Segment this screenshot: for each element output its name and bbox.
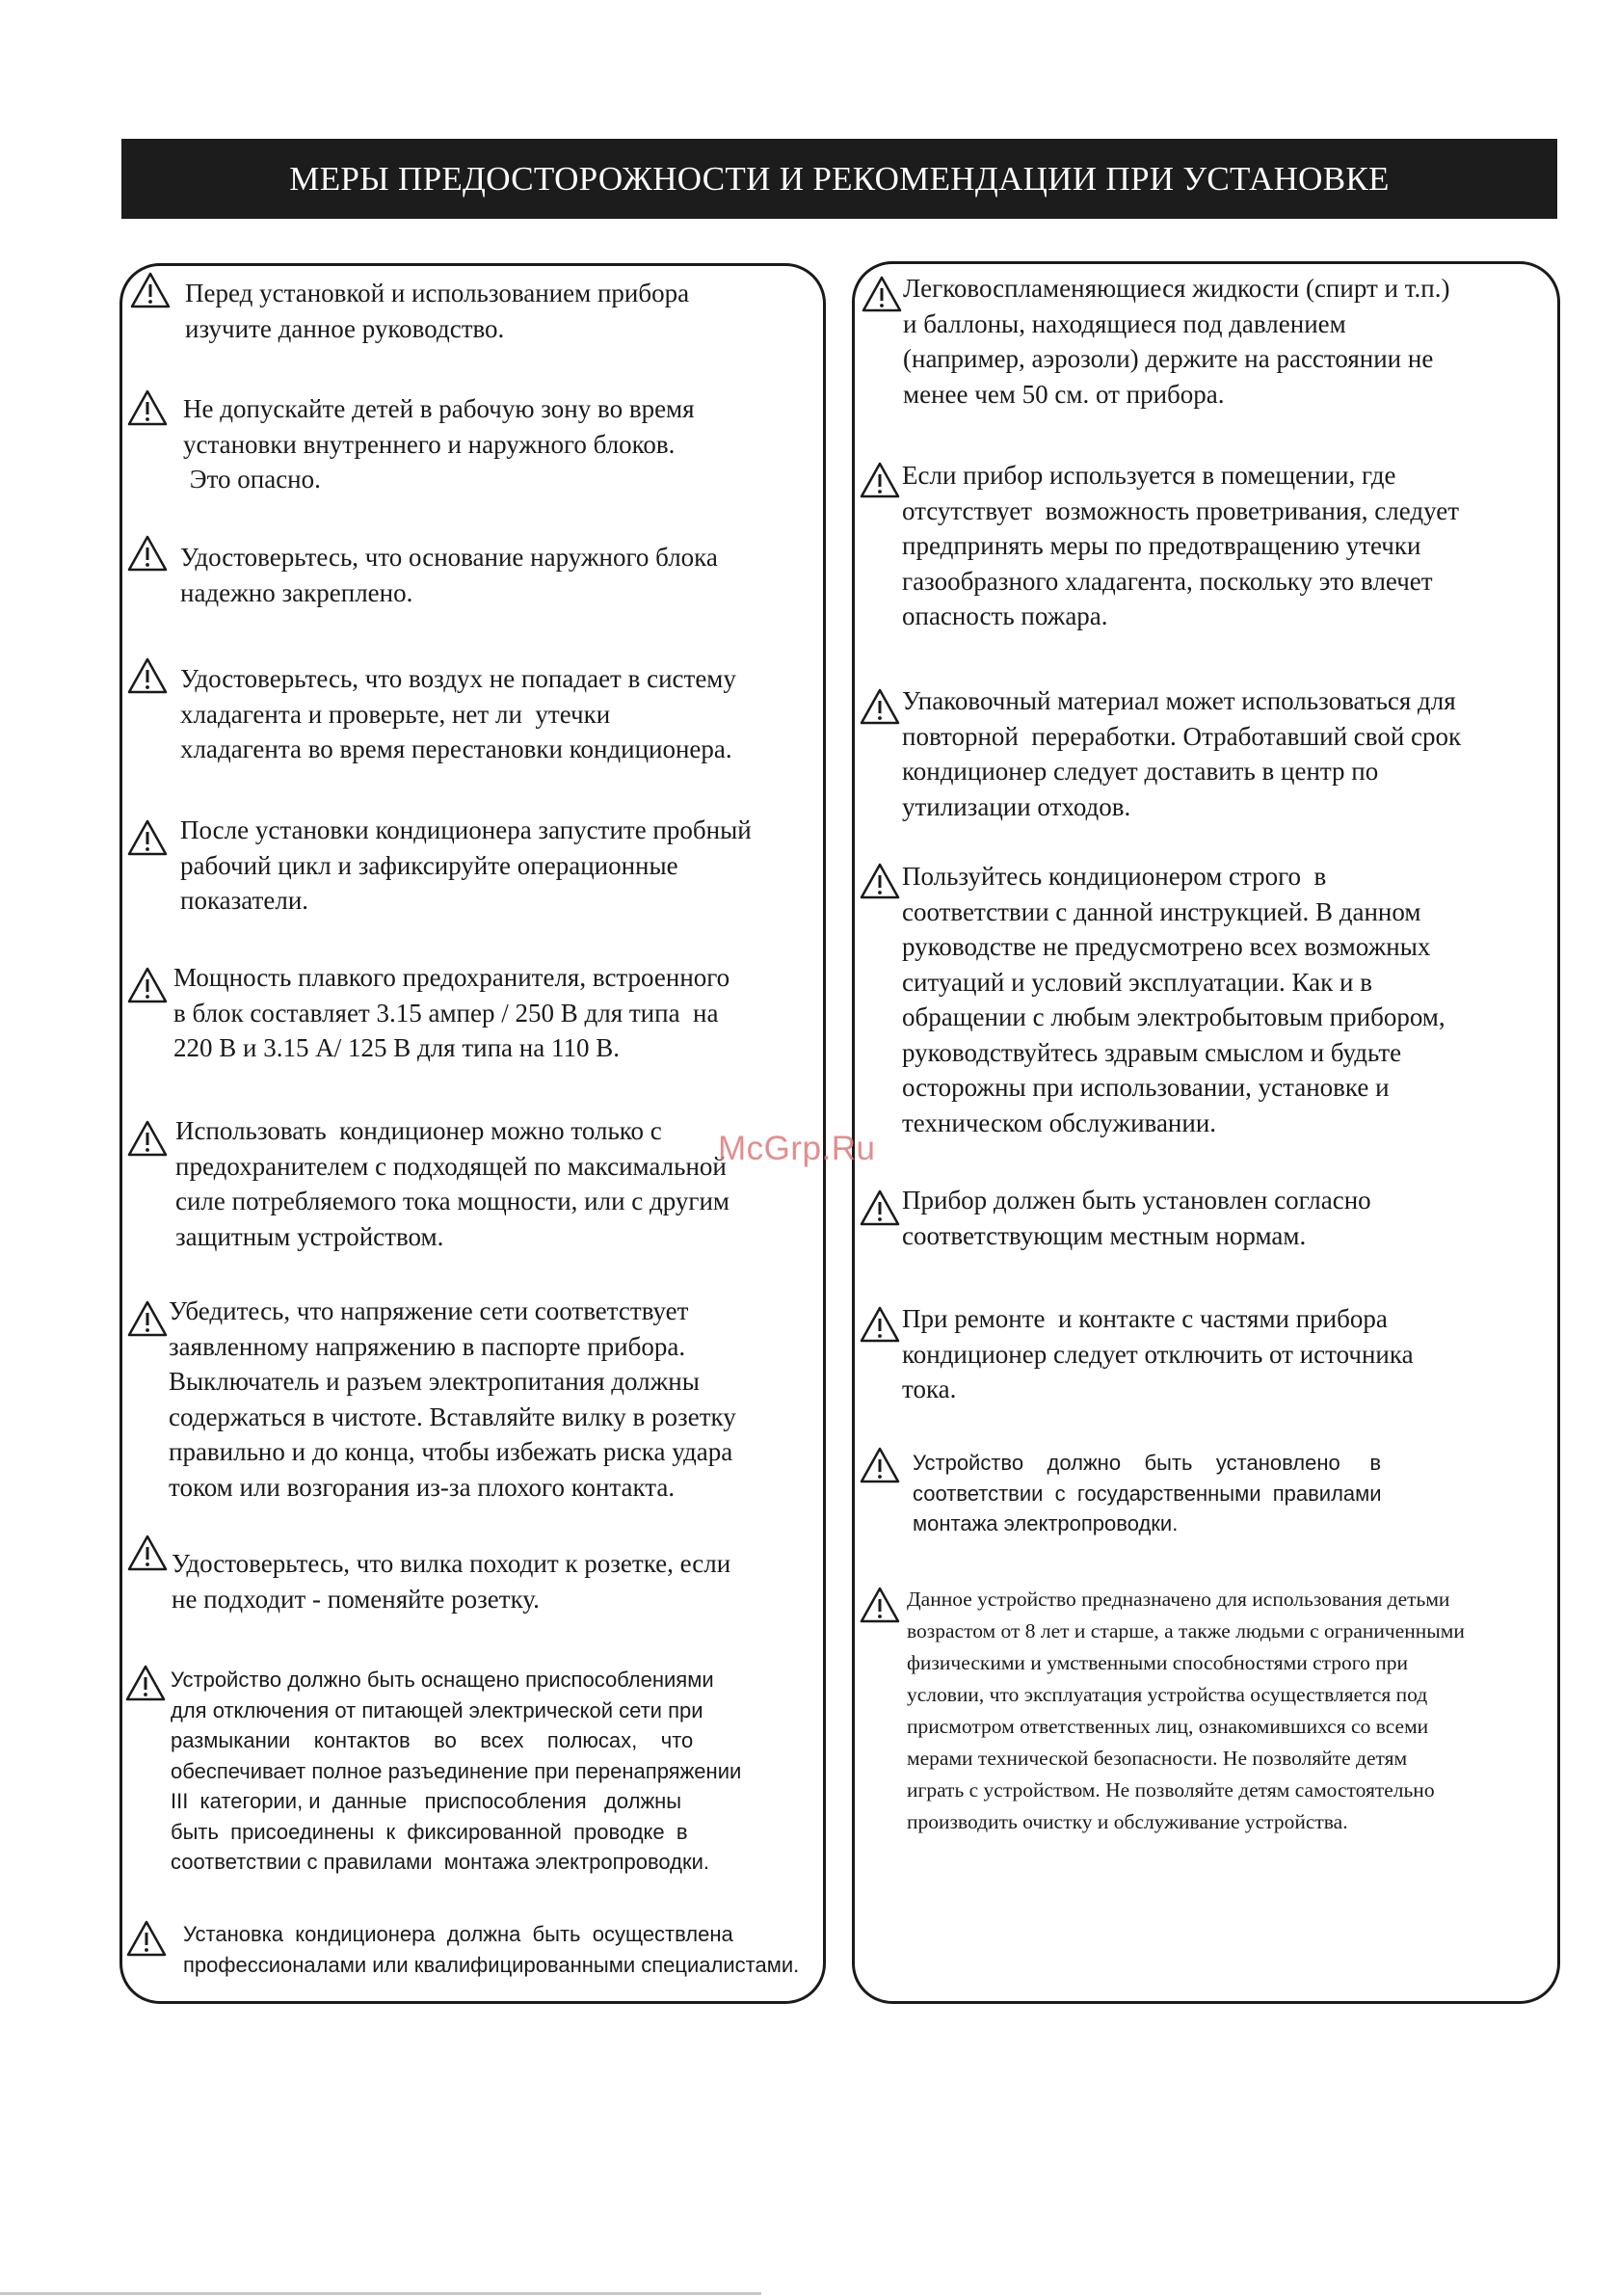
warning-icon — [125, 1919, 168, 1958]
warning-icon — [859, 1446, 901, 1484]
precaution-text: При ремонте и контакте с частями прибора кондиционер следует отключить от источника тока. — [902, 1304, 1414, 1403]
warning-icon — [859, 1586, 901, 1624]
warning-icon — [126, 1299, 169, 1338]
precaution-text: Использовать кондиционер можно только с предохранителем с подходящей по максимальной силе потребляемого тока мощности, или с другим защитным устройством. — [175, 1116, 729, 1251]
precaution-text: Легковоспламеняющиеся жидкости (спирт и т.п.) и баллоны, находящиеся под давлением (например, аэрозоли) держите на расстоянии не менее чем 50 см. от прибора. — [903, 274, 1450, 409]
precaution-text: Не допускайте детей в рабочую зону во время установки внутреннего и наружного блоков. Это опасно. — [183, 394, 695, 494]
warning-icon — [126, 656, 169, 695]
warning-icon — [859, 862, 901, 900]
warning-icon — [859, 687, 901, 726]
warning-icon — [126, 1119, 169, 1158]
precaution-text: Данное устройство предназначено для использования детьми возрастом от 8 лет и старше, а также людьми с ограниченными физическими и умственными способностями строго при условии, что эксплуатация устройства осуществляется под присмотром ответственных лиц, ознакомившихся со всеми мерами технической безопасности. Не позволяйте детям играть с устройством. Не позволяйте детям самостоятельно производить очистку и обслуживание устройства. — [907, 1588, 1465, 1833]
precaution-text: Прибор должен быть установлен согласно соответствующим местным нормам. — [902, 1186, 1371, 1250]
warning-icon — [126, 818, 169, 857]
precaution-text: Устройство должно быть оснащено приспособлениями для отключения от питающей электрической сети при размыкании контактов во всех полюсах, что обеспечивает полное разъединение при перенапряжении III категории, и данные приспособления должны быть присоединены к фиксированной проводке в соответствии с правилами монтажа электропроводки. — [171, 1668, 742, 1874]
warning-icon — [124, 1664, 167, 1702]
precaution-text: Устройство должно быть установлено в соответствии с государственными правилами монтажа электропроводки. — [913, 1451, 1382, 1535]
page-title — [121, 139, 1557, 219]
warning-icon — [126, 1534, 169, 1572]
precaution-text: Убедитесь, что напряжение сети соответствует заявленному напряжению в паспорте прибора. Выключатель и разъем электропитания должны содержаться в чистоте. Вставляйте вилку в розетку правильно и до конца, чтобы избежать риска удара током или возгорания из-за плохого контакта. — [169, 1296, 736, 1502]
precaution-text: Упаковочный материал может использоваться для повторной переработки. Отработавший свой срок кондиционер следует доставить в центр по утилизации отходов. — [902, 686, 1462, 821]
precaution-text: Перед установкой и использованием прибора изучите данное руководство. — [185, 279, 690, 343]
precaution-text: Удостоверьтесь, что основание наружного блока надежно закреплено. — [180, 543, 718, 607]
precaution-text: Мощность плавкого предохранителя, встроенного в блок составляет 3.15 ампер / 250 В для типа на 220 В и 3.15 А/ 125 В для типа на 110 В. — [173, 963, 730, 1062]
warning-icon — [126, 388, 169, 427]
page-title-text: МЕРЫ ПРЕДОСТОРОЖНОСТИ И РЕКОМЕНДАЦИИ ПРИ УСТАНОВКЕ — [289, 159, 1390, 198]
warning-icon — [129, 271, 172, 309]
precaution-text: Пользуйтесь кондиционером строго в соответствии с данной инструкцией. В данном руководстве не предусмотрено всех возможных ситуаций и условий эксплуатации. Как и в обращении с любым электробытовым прибором, руководствуйтесь здравым смыслом и будьте осторожны при использовании, установке и техническом обслуживании. — [902, 862, 1446, 1137]
warning-icon — [126, 534, 169, 573]
precaution-text: Удостоверьтесь, что воздух не попадает в систему хладагента и проверьте, нет ли утечки хладагента во время перестановки кондиционера. — [180, 664, 736, 763]
precaution-text: После установки кондиционера запустите пробный рабочий цикл и зафиксируйте операционные показатели. — [180, 815, 752, 915]
precaution-text: Установка кондиционера должна быть осуществлена профессионалами или квалифицированными специалистами. — [183, 1922, 800, 1977]
warning-icon — [859, 461, 901, 499]
page-edge-rule — [0, 2292, 761, 2295]
precaution-text: Удостоверьтесь, что вилка походит к розетке, если не подходит - поменяйте розетку. — [172, 1549, 731, 1614]
warning-icon — [859, 1188, 901, 1227]
precaution-text: Если прибор используется в помещении, где отсутствует возможность проветривания, следует предпринять меры по предотвращению утечки газообразного хладагента, поскольку это влечет опасность пожара. — [902, 461, 1459, 630]
warning-icon — [861, 275, 903, 313]
warning-icon — [126, 966, 169, 1004]
warning-icon — [859, 1305, 901, 1344]
watermark: McGrp.Ru — [718, 1130, 876, 1167]
